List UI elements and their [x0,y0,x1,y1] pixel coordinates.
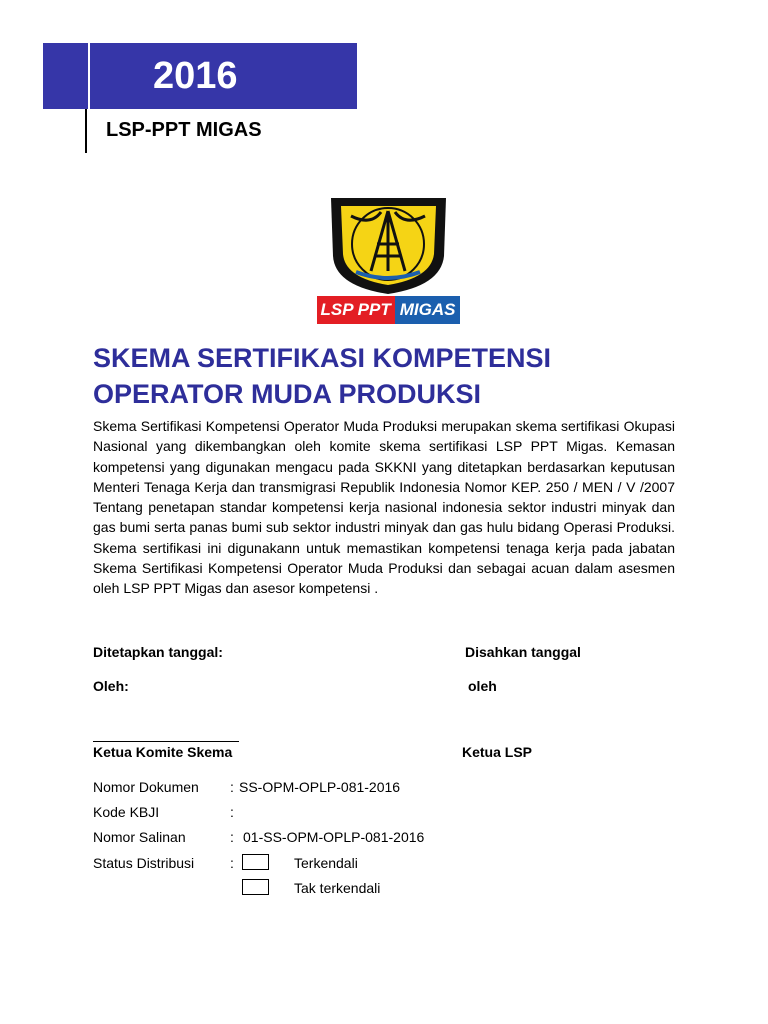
kode-kbji-label: Kode KBJI [93,804,160,820]
year-label: 2016 [153,55,238,97]
colon: : [230,804,234,820]
nomor-salinan-value: 01-SS-OPM-OPLP-081-2016 [243,829,425,845]
nomor-dokumen-value: SS-OPM-OPLP-081-2016 [239,779,401,795]
title-line-2: OPERATOR MUDA PRODUKSI [93,379,482,409]
logo-wordmark-migas: MIGAS [395,296,461,324]
signature-line [93,741,239,742]
oleh-right-label: oleh [468,678,497,694]
tak-terkendali-label: Tak terkendali [294,880,381,896]
colon: : [230,779,234,795]
title-line-1: SKEMA SERTIFIKASI KOMPETENSI [93,343,552,373]
ditetapkan-label: Ditetapkan tanggal: [93,644,223,660]
logo [311,186,466,328]
tak-terkendali-checkbox[interactable] [242,879,269,895]
nomor-salinan-label: Nomor Salinan [93,829,186,845]
ketua-lsp-label: Ketua LSP [462,744,533,760]
terkendali-checkbox[interactable] [242,854,269,870]
document-title [93,340,693,412]
ketua-komite-label: Ketua Komite Skema [93,744,233,760]
banner-divider [88,43,90,109]
vertical-rule [85,109,87,153]
emblem-icon [311,186,466,296]
oleh-left-label: Oleh: [93,678,129,694]
description-paragraph: Skema Sertifikasi Kompetensi Operator Muda Produksi merupakan skema sertifikasi Okupasi Nasional yang dikembangkan oleh komite skema sertifikasi LSP PPT Migas. Kemasan kompetensi yang digunakan mengacu pada SKKNI yang ditetapkan berdasarkan keputusan Menteri Tenaga Kerja dan transmigrasi Republik Indonesia Nomor KEP. 250 / MEN / V /2007 Tentang penetapan standar kompetensi kerja nasional indonesia sektor industri minyak dan gas bumi serta panas bumi sub sektor industri minyak dan gas hulu bidang Operasi Produksi. Skema sertifikasi ini digunakann untuk memastikan kompetensi tenaga kerja pada jabatan Skema Sertifikasi Kompetensi Operator Muda Produksi dan sebagai acuan dalam asesmen oleh LSP PPT Migas dan asesor kompetensi . [93,418,675,597]
status-distribusi-label: Status Distribusi [93,855,195,871]
logo-wordmark [311,292,466,328]
logo-wordmark-lsp: LSP PPT [317,296,395,324]
disahkan-label: Disahkan tanggal [465,644,581,660]
colon: : [230,855,234,871]
terkendali-label: Terkendali [294,855,358,871]
org-name: LSP-PPT MIGAS [106,119,262,141]
colon: : [230,829,234,845]
nomor-dokumen-label: Nomor Dokumen [93,779,199,795]
